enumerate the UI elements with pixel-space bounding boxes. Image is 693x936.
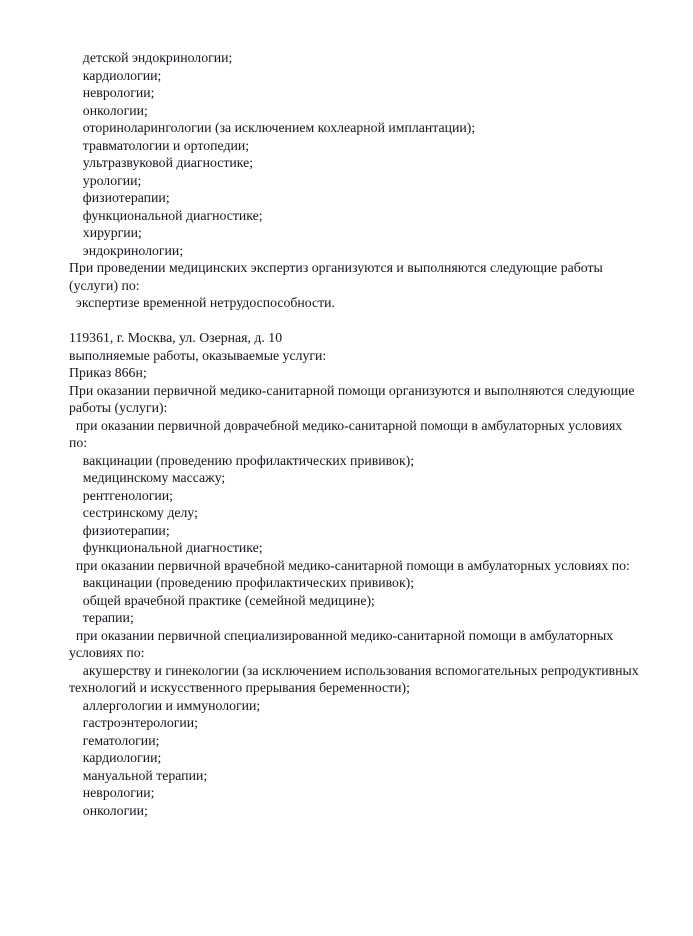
text-line: физиотерапии; xyxy=(69,190,170,205)
text-line: мануальной терапии; xyxy=(69,767,208,783)
text-line: гастроэнтерологии; xyxy=(69,715,198,730)
document-text-block xyxy=(69,49,693,819)
text-line: детской эндокринологии; xyxy=(69,50,233,65)
text-line: Приказ 866н; xyxy=(69,365,147,380)
text-line: кардиологии; xyxy=(69,750,162,765)
text-line: условиях по: xyxy=(69,645,145,660)
text-line: функциональной диагностике; xyxy=(69,207,263,223)
text-line: хирургии; xyxy=(69,225,142,240)
text-line xyxy=(69,312,693,330)
text-line: работы (услуги): xyxy=(69,400,168,415)
text-line: 119361, г. Москва, ул. Озерная, д. 10 xyxy=(69,330,283,345)
text-line: аллергологии и иммунологии; xyxy=(69,697,261,713)
text-line: кардиологии; xyxy=(69,67,162,83)
text-line: При оказании первичной медико-санитарной помощи организуются и выполняются следующие xyxy=(69,382,635,398)
text-line: акушерству и гинекологии (за исключением использования вспомогательных репродуктивных xyxy=(69,662,639,678)
text-line: технологий и искусственного прерывания беременности); xyxy=(69,680,410,695)
text-line: (услуги) по: xyxy=(69,277,140,293)
text-line: гематологии; xyxy=(69,732,160,748)
text-line: рентгенологии; xyxy=(69,487,173,503)
text-line: вакцинации (проведению профилактических прививок); xyxy=(69,575,415,590)
text-line: при оказании первичной врачебной медико-санитарной помощи в амбулаторных условиях по: xyxy=(69,557,630,573)
text-line: травматологии и ортопедии; xyxy=(69,137,250,153)
text-line: урологии; xyxy=(69,172,142,188)
text-line: неврологии; xyxy=(69,785,155,800)
text-line: при оказании первичной специализированной медико-санитарной помощи в амбулаторных xyxy=(69,627,614,643)
text-line: сестринскому делу; xyxy=(69,505,198,520)
text-line: при оказании первичной доврачебной медико-санитарной помощи в амбулаторных условиях xyxy=(69,417,623,433)
text-line: вакцинации (проведению профилактических прививок); xyxy=(69,452,415,468)
text-line: неврологии; xyxy=(69,85,155,100)
text-line: ультразвуковой диагностике; xyxy=(69,155,254,170)
text-line: по: xyxy=(69,435,88,450)
text-line: выполняемые работы, оказываемые услуги: xyxy=(69,347,327,363)
text-line: оториноларингологии (за исключением кохлеарной имплантации); xyxy=(69,120,476,135)
text-line: общей врачебной практике (семейной медицине); xyxy=(69,592,375,608)
text-line: физиотерапии; xyxy=(69,522,170,538)
text-line: эндокринологии; xyxy=(69,242,184,258)
text-line: медицинскому массажу; xyxy=(69,470,226,485)
text-line: онкологии; xyxy=(69,102,148,118)
text-line: онкологии; xyxy=(69,802,148,818)
text-line: экспертизе временной нетрудоспособности. xyxy=(69,295,335,310)
text-line: При проведении медицинских экспертиз организуются и выполняются следующие работы xyxy=(69,260,603,275)
text-line: терапии; xyxy=(69,610,134,625)
text-line: функциональной диагностике; xyxy=(69,540,263,555)
